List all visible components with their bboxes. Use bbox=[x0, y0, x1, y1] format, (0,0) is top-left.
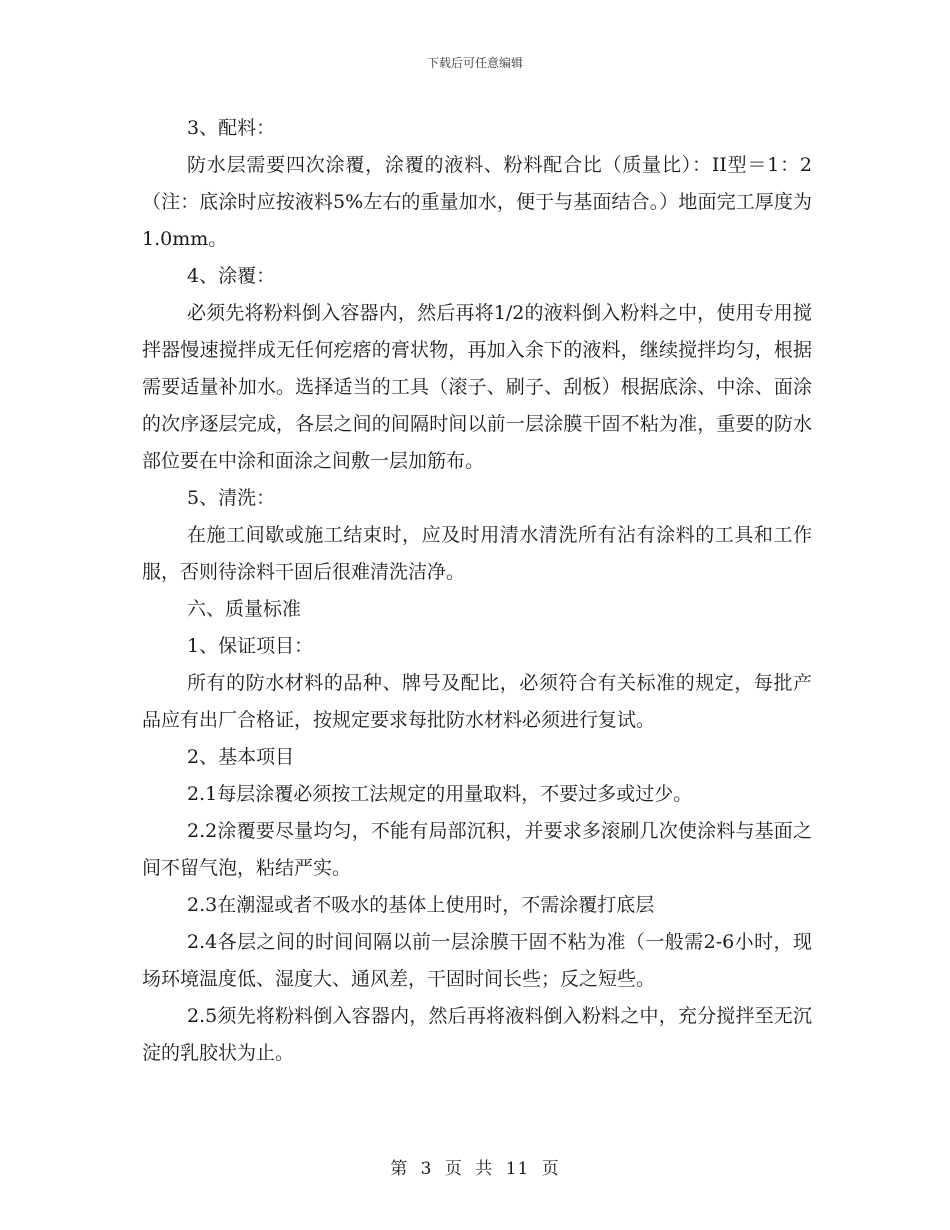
footer-suffix: 页 bbox=[541, 1159, 560, 1179]
footer-prefix: 第 bbox=[390, 1159, 409, 1179]
paragraph-item-2-3: 2.3在潮湿或者不吸水的基体上使用时，不需涂覆打底层 bbox=[187, 894, 655, 916]
paragraph-cleaning: 在施工间歇或施工结束时，应及时用清水清洗所有沾有涂料的工具和工作服，否则待涂料干固后很难清洗洁净。 bbox=[142, 524, 812, 583]
paragraph-mix-ratio: 防水层需要四次涂覆，涂覆的液料、粉料配合比（质量比）：II型＝1：2（注：底涂时应按液料5%左右的重量加水，便于与基面结合。）地面完工厚度为1.0mm。 bbox=[142, 154, 812, 250]
footer-total-word: 共 bbox=[475, 1159, 494, 1179]
paragraph-section-six: 六、质量标准 bbox=[187, 598, 302, 620]
paragraph-basic-heading: 2、基本项目 bbox=[187, 746, 295, 768]
document-body bbox=[142, 110, 812, 1072]
paragraph-heading-3: 3、配料： bbox=[187, 117, 276, 139]
paragraph-coating-steps: 必须先将粉料倒入容器内，然后再将1/2的液料倒入粉料之中，使用专用搅拌器慢速搅拌成无任何疙瘩的膏状物，再加入余下的液料，继续搅拌均匀，根据需要适量补加水。选择适当的工具（滚子、刷子、刮板）根据底涂、中涂、面涂的次序逐层完成，各层之间的间隔时间以前一层涂膜干固不粘为准，重要的防水部位要在中涂和面涂之间敷一层加筋布。 bbox=[142, 302, 812, 472]
paragraph-item-2-4: 2.4各层之间的时间间隔以前一层涂膜干固不粘为准（一般需2-6小时，现场环境温度低、湿度大、通风差，干固时间长些；反之短些。 bbox=[142, 931, 812, 990]
header-note: 下载后可任意编辑 bbox=[426, 56, 523, 70]
paragraph-guarantee-text: 所有的防水材料的品种、牌号及配比，必须符合有关标准的规定，每批产品应有出厂合格证，按规定要求每批防水材料必须进行复试。 bbox=[142, 672, 812, 731]
page-footer bbox=[0, 1154, 950, 1179]
paragraph-guarantee-heading: 1、保证项目： bbox=[187, 635, 314, 657]
paragraph-heading-5: 5、清洗： bbox=[187, 487, 276, 509]
paragraph-item-2-1: 2.1每层涂覆必须按工法规定的用量取料，不要过多或过少。 bbox=[187, 783, 693, 805]
paragraph-item-2-5: 2.5须先将粉料倒入容器内，然后再将液料倒入粉料之中，充分搅拌至无沉淀的乳胶状为止。 bbox=[142, 1005, 812, 1064]
footer-total-pages: 11 bbox=[505, 1159, 530, 1179]
paragraph-item-2-2: 2.2涂覆要尽量均匀，不能有局部沉积，并要求多滚刷几次使涂料与基面之间不留气泡，粘结严实。 bbox=[142, 820, 812, 879]
paragraph-heading-4: 4、涂覆： bbox=[187, 265, 276, 287]
footer-page-word: 页 bbox=[444, 1159, 463, 1179]
footer-current-page: 3 bbox=[420, 1159, 433, 1179]
